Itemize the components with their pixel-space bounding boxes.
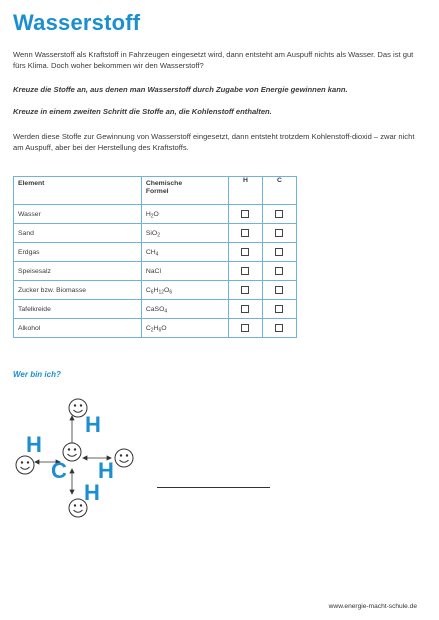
cell-c [262,243,296,262]
header-formula-line2: Formel [145,188,169,195]
checkbox-h[interactable] [241,248,249,256]
cell-c [262,205,296,224]
checkbox-h[interactable] [241,267,249,275]
formula-subscript: 4 [155,251,159,257]
table-row [14,262,297,281]
answer-line[interactable] [157,487,270,488]
formula-symbol: H [153,324,159,332]
table-row [14,224,297,243]
footer-url: www.energie-macht-schule.de [328,603,417,610]
cell-h [228,300,262,319]
formula-symbol: O [153,210,159,218]
formula-subscript: 6 [150,289,154,295]
checkbox-c[interactable] [275,267,283,275]
formula-symbol: C [145,286,151,294]
hydrogen-label-right: H [98,458,114,483]
cell-h [228,262,262,281]
checkbox-c[interactable] [275,229,283,237]
task-2-instruction: Kreuze in einem zweiten Schritt die Stoffe an, die Kohlenstoff enthalten. [13,107,272,116]
cell-element: Zucker bzw. Biomasse [14,281,142,300]
table-row [14,205,297,224]
checkbox-c[interactable] [275,324,283,332]
cell-element: Tafelkreide [14,300,142,319]
checkbox-h[interactable] [241,210,249,218]
formula-subscript: 6 [169,289,173,295]
formula-symbol: O [164,286,170,294]
checkbox-h[interactable] [241,305,249,313]
hydrogen-label-left: H [26,432,42,457]
page-title: Wasserstoff [13,10,141,35]
cell-element: Alkohol [14,319,142,338]
cell-h [228,281,262,300]
cell-c [262,300,296,319]
cell-c [262,319,296,338]
carbon-label: C [51,458,67,483]
formula-symbol: H [145,210,151,218]
cell-formula [141,243,228,262]
cell-element: Speisesalz [14,262,142,281]
cell-h [228,243,262,262]
checkbox-h[interactable] [241,324,249,332]
cell-element: Sand [14,224,142,243]
formula-symbol: H [153,286,159,294]
task-1-instruction: Kreuze die Stoffe an, aus denen man Wasserstoff durch Zugabe von Energie gewinnen kann. [13,85,348,94]
cell-formula [141,300,228,319]
header-element: Element [14,177,142,205]
table-row [14,243,297,262]
header-h: H [228,177,262,205]
checkbox-h[interactable] [241,286,249,294]
formula-subscript: 4 [164,308,168,314]
cell-h [228,224,262,243]
hydrogen-label-top: H [85,412,101,437]
formula-subscript: 2 [150,213,154,219]
checkbox-c[interactable] [275,286,283,294]
riddle-question: Wer bin ich? [13,370,61,379]
cell-formula [141,224,228,243]
cell-formula [141,319,228,338]
checkbox-c[interactable] [275,210,283,218]
cell-c [262,262,296,281]
table-header-row [14,177,297,205]
checkbox-h[interactable] [241,229,249,237]
cell-element: Wasser [14,205,142,224]
table-row [14,300,297,319]
formula-symbol: SiO [145,229,158,237]
cell-h [228,205,262,224]
header-c: C [262,177,296,205]
substances-table [13,176,297,338]
formula-subscript: 12 [158,289,165,295]
cell-formula [141,262,228,281]
formula-symbol: C [145,324,151,332]
formula-symbol: NaCl [145,267,161,275]
intro-paragraph: Wenn Wasserstoff als Kraftstoff in Fahrzeugen eingesetzt wird, dann entsteht am Auspuff nichts als Wasser. Das ist gut fürs Klima. Doch woher bekommen wir den Wasserstoff? [13,50,414,70]
smiley-right-icon [115,449,133,467]
cell-c [262,281,296,300]
molecule-diagram [10,392,145,527]
cell-element: Erdgas [14,243,142,262]
checkbox-c[interactable] [275,248,283,256]
cell-h [228,319,262,338]
formula-subscript: 2 [157,232,160,238]
header-formula [141,177,228,205]
hydrogen-label-bottom: H [84,480,100,505]
note-paragraph: Werden diese Stoffe zur Gewinnung von Wasserstoff eingesetzt, dann entsteht trotzdem Kohlenstoff-dioxid – zwar nicht am Auspuff, aber bei der Herstellung des Kraftstoffs. [13,132,415,152]
formula-subscript: 6 [158,327,162,333]
cell-formula [141,205,228,224]
formula-symbol: CH [145,248,156,256]
checkbox-c[interactable] [275,305,283,313]
table-row [14,281,297,300]
smiley-left-icon [16,456,34,474]
formula-symbol: O [161,324,167,332]
formula-symbol: CaSO [145,305,165,313]
table-row [14,319,297,338]
cell-c [262,224,296,243]
formula-subscript: 2 [150,327,154,333]
cell-formula [141,281,228,300]
header-formula-line1: Chemische [145,180,183,187]
